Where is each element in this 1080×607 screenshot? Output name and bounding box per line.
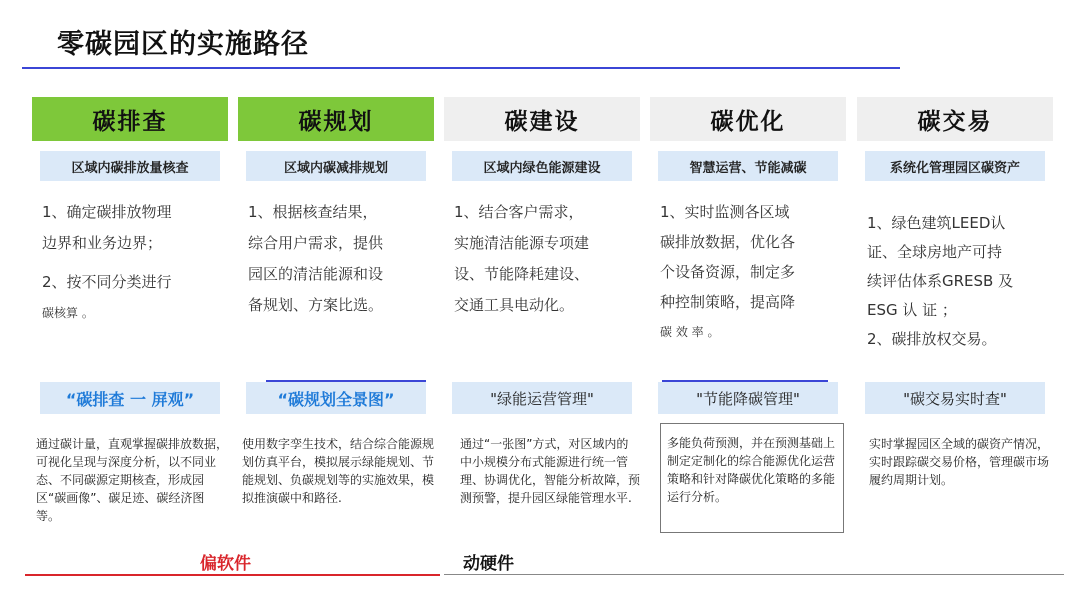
column-carbon-planning [238, 97, 435, 505]
body-line: 碳排放数据，优化各 [660, 233, 796, 251]
column-carbon-inspection [32, 97, 229, 523]
body-line: 1、实时监测各区域 [660, 203, 790, 221]
body-line: 1、根据核查结果， [248, 203, 378, 221]
body-line: 备规划、方案比选。 [248, 296, 384, 314]
column-head: 碳交易 [857, 97, 1053, 141]
column-description: 使用数字孪生技术，结合综合能源规划仿真平台，模拟展示绿能规划、节能规划、负碳规划等的实施效果，模拟推演碳中和路径. [242, 437, 435, 505]
column-carbon-optimization [650, 97, 846, 504]
column-description-box: 多能负荷预测，并在预测基础上制定定制化的综合能源优化运营策略和针对降碳优化策略的多能运行分析。 [660, 423, 844, 533]
column-body [857, 209, 1053, 369]
column-subtitle: 区域内碳减排规划 [246, 151, 426, 181]
body-line: 2、碳排放权交易。 [867, 330, 997, 348]
column-body [238, 197, 434, 357]
body-line: 证、全球房地产可持 [867, 243, 1003, 261]
column-body [650, 197, 846, 357]
column-subtitle: 区域内绿色能源建设 [452, 151, 632, 181]
hardware-label: 动硬件 [463, 554, 514, 574]
column-head: 碳规划 [238, 97, 434, 141]
title-underline [22, 67, 900, 69]
body-line: 1、绿色建筑LEED认 [867, 214, 1006, 232]
body-line: 1、结合客户需求， [454, 203, 584, 221]
column-carbon-trading [857, 97, 1053, 487]
body-line: 实施清洁能源专项建 [454, 234, 590, 252]
software-label: 偏软件 [200, 554, 251, 574]
column-description: 实时掌握园区全域的碳资产情况，实时跟踪碳交易价格，管理碳市场履约周期计划。 [869, 437, 1050, 487]
body-line: 续评估体系GRESB 及 [867, 272, 1014, 290]
column-subtitle: 系统化管理园区碳资产 [865, 151, 1045, 181]
software-divider [25, 574, 440, 576]
hardware-divider [444, 574, 1064, 575]
body-line: 设、节能降耗建设、 [454, 265, 590, 283]
page-title: 零碳园区的实施路径 [57, 29, 309, 60]
highlight-label: “碳规划全景图” [246, 382, 426, 414]
column-subtitle: 智慧运营、节能减碳 [658, 151, 838, 181]
body-line: ESG 认 证 ； [867, 301, 957, 319]
body-line: 园区的清洁能源和设 [248, 265, 384, 283]
column-description: 通过“一张图”方式，对区域内的中小规模分布式能源进行统一管理、协调优化，智能分析故障，预测预警，提升园区绿能管理水平. [460, 437, 641, 505]
column-head: 碳建设 [444, 97, 640, 141]
highlight-label: “碳排查 一 屏观” [40, 382, 220, 414]
body-line: 碳 效 率 。 [660, 325, 720, 339]
column-description: 通过碳计量，直观掌握碳排放数据，可视化呈现与深度分析，以不同业态、不同碳源定期核查，形成园区“碳画像”、碳足迹、碳经济图等。 [36, 437, 229, 523]
body-line: 碳核算 。 [42, 306, 94, 320]
highlight-label: "绿能运营管理" [452, 382, 632, 414]
column-head: 碳排查 [32, 97, 228, 141]
body-line: 1、确定碳排放物理 [42, 203, 172, 221]
body-line: 边界和业务边界； [42, 234, 163, 252]
column-body [32, 197, 228, 357]
column-subtitle: 区域内碳排放量核查 [40, 151, 220, 181]
body-line: 交通工具电动化。 [454, 296, 575, 314]
body-line: 综合用户需求，提供 [248, 234, 384, 252]
highlight-label: "节能降碳管理" [658, 382, 838, 414]
column-body [444, 197, 640, 357]
body-line: 2、按不同分类进行 [42, 273, 172, 291]
column-carbon-construction [444, 97, 641, 505]
body-line: 种控制策略，提高降 [660, 293, 796, 311]
column-head: 碳优化 [650, 97, 846, 141]
body-line: 个设备资源，制定多 [660, 263, 796, 281]
highlight-label: "碳交易实时查" [865, 382, 1045, 414]
